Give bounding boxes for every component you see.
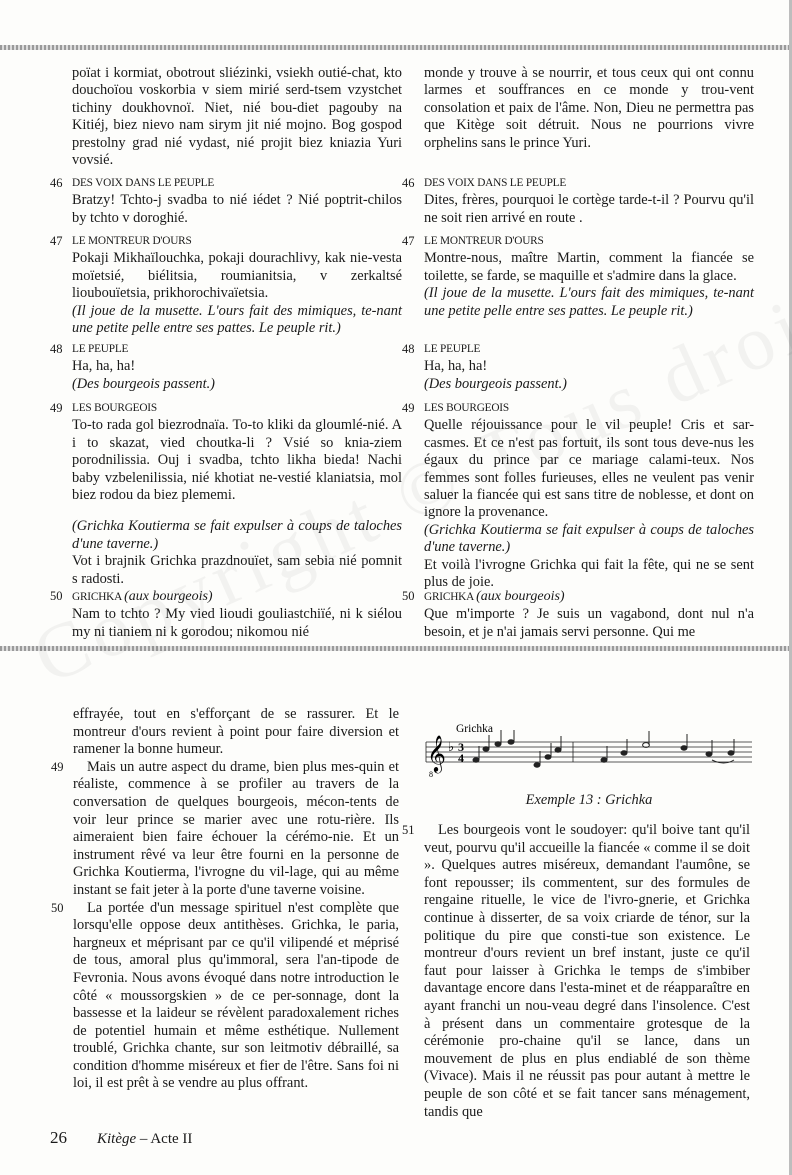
stage-direction: (Il joue de la musette. L'ours fait des mimiques, te-nant une petite pelle entre ses pattes. Le peuple rit.) [424, 285, 754, 319]
page-footer [50, 1128, 192, 1148]
libretto-fr-entry-47 [402, 233, 754, 320]
commentary-left-column [51, 706, 399, 1093]
libretto-fr-entry-50 [402, 588, 754, 641]
sung-text: Dites, frères, pourquoi le cortège tarde-t-il ? Pourvu qu'il ne soit rien arrivé en route . [424, 192, 754, 226]
sung-text: Montre-nous, maître Martin, comment la fiancée se toilette, se farde, se maquille et s'admire dans la glace. [424, 250, 754, 284]
commentary-paragraph-50: La portée d'un message spirituel n'est complète que lorsqu'elle oppose deux antithèses. Grichka, le paria, hargneux et méprisant par ce qu'il vilipendé et méprisé de tous, amoral plus qu'immoral, sera l'an-tipode de Fevronia. Nous avons évoqué dans notre introduction le côté « moussorgskien » de ce per-sonnage, dont la bassesse et la laideur se révèlent paradoxalement riches de potentiel humain et même esthétique. Nullement troublé, Grichka chante, sur son leitmotiv débraillé, sa condition d'homme miséreux et fier de l'être. Sans foi ni loi, il est prêt à se vendre au plus offrant. [73, 899, 399, 1092]
paragraph-number: 49 [51, 759, 64, 774]
entry-number: 46 [402, 176, 415, 190]
speaker-name: LE MONTREUR D'OURS [72, 235, 192, 247]
entry-number: 49 [50, 401, 63, 415]
speaker-direction: (aux bourgeois) [476, 589, 565, 604]
speaker-name: GRICHKA [72, 591, 122, 603]
sung-text-2: Et voilà l'ivrogne Grichka qui fait la fête, qui ne se sent plus de joie. [424, 556, 754, 591]
music-example-caption: Exemple 13 : Grichka [525, 792, 653, 808]
sung-text: Ha, ha, ha! [424, 358, 488, 375]
libretto-ru-entry-50 [50, 588, 402, 641]
paragraph-number: 51 [402, 823, 415, 837]
stage-direction: (Grichka Koutierma se fait expulser à coups de taloches d'une taverne.) [72, 518, 402, 552]
time-signature-top: 3 [458, 740, 464, 754]
libretto-ru-entry-47 [50, 233, 402, 337]
page-number: 26 [50, 1128, 67, 1147]
speaker-name: GRICHKA [424, 591, 474, 603]
middle-divider-band [0, 646, 792, 651]
speaker-name: LE PEUPLE [72, 343, 129, 355]
libretto-ru-entry-46 [50, 175, 402, 227]
commentary-paragraph: effrayée, tout en s'efforçant de se rassurer. Et le montreur d'ours revient à point pour faire diversion et ramener la bonne humeur. [73, 706, 399, 758]
libretto-ru-entry-49 [50, 400, 402, 588]
stage-direction: (Il joue de la musette. L'ours fait des mimiques, te-nant une petite pelle entre ses pattes. Le peuple rit.) [72, 302, 402, 337]
entry-number: 48 [402, 342, 415, 356]
speaker-name: LES BOURGEOIS [424, 402, 509, 414]
speaker-line [424, 588, 754, 606]
stage-direction: (Des bourgeois passent.) [72, 375, 215, 392]
speaker-name: DES VOIX DANS LE PEUPLE [424, 177, 567, 189]
top-divider-band [0, 45, 792, 50]
speaker-name: LE MONTREUR D'OURS [424, 235, 544, 247]
treble-clef-icon: 𝄞 [427, 734, 446, 772]
commentary-right-column [402, 822, 750, 1121]
entry-number: 48 [50, 342, 63, 356]
clef-octave-mark: 8 [429, 770, 433, 779]
libretto-fr-intro: monde y trouve à se nourrir, et tous ceux qui ont connu larmes et souffrances en ce monde y trou-vent consolation et paix de l'âme. Non, Dieu ne permettra pas que Kitège soit détruit. Nous ne pourrions vivre orphelins sans le prince Yuri. [424, 65, 754, 151]
footer-section: – Acte II [136, 1131, 193, 1147]
sung-text: Que m'importe ? Je suis un vagabond, dont nul n'a besoin, et je n'ai jamais servi personne. Qui me [424, 606, 754, 640]
stage-direction: (Grichka Koutierma se fait expulser à coups de taloches d'une taverne.) [424, 521, 754, 556]
libretto-ru-intro: poïat i kormiat, obotrout sliézinki, vsiekh outié-chat, kto douchoïou voskorbia v siem mirié serd-tsem vzystchet tichiny doukhovnoï. Niet, nié bou-diet pagouby na Kitiéj, biez nievo nam sirym jit nié mojno. Bog gospod prestolny grad nié vydast, nié projit biez kniazia Yuri vovsié. [72, 65, 402, 169]
entry-number: 46 [50, 176, 63, 190]
speaker-line [72, 588, 402, 606]
sung-text: Nam to tchto ? My vied lioudi gouliastchiïé, ni k siélou my ni tianiem ni k gorodou; nikomou nié [72, 606, 402, 640]
time-signature-bottom: 4 [458, 751, 464, 765]
speaker-name: LES BOURGEOIS [72, 402, 157, 414]
commentary-paragraph-49: Mais un autre aspect du drame, bien plus mes-quin et réaliste, commence à se profiler au travers de la conversation de quelques bourgeois, mécon-tents de voir leur prince se marier avec une rotu-rière. Ils aimeraient bien faire échouer la cérémo-nie. Et un instrument rêvé va leur être fourni en la personne de Grichka Koutierma, l'ivrogne du vil-lage, qui au même instant se fait jeter à la porte d'une taverne voisine. [73, 758, 399, 898]
sung-text: Bratzy! Tchto-j svadba to nié iédet ? Nié poptrit-chilos by tchto v doroghié. [72, 192, 402, 226]
entry-number: 50 [402, 589, 415, 603]
speaker-name: DES VOIX DANS LE PEUPLE [72, 177, 215, 189]
stage-direction: (Des bourgeois passent.) [424, 375, 567, 392]
sung-text-2: Vot i brajnik Grichka prazdnouïet, sam sebia nié pomnit s radosti. [72, 553, 402, 587]
sung-text: Quelle réjouissance pour le vil peuple! Cris et sar-casmes. Et ce n'est pas fortuit, ils sont tous deve-nus les égaux du prince par ce mariage calami-teux. Nos femmes sont folles furieuses, elles ne veulent pas venir saluer la fiancée qui est sans titre de noblesse, et dont on ignore la provenance. [424, 417, 754, 521]
sung-text: Ha, ha, ha! [72, 358, 136, 375]
footer-title: Kitège [97, 1131, 137, 1147]
sung-text: To-to rada gol biezrodnaïa. To-to kliki da gloumlé-nié. A i to skazat, vied choutka-li ? Vsié so knia-ziem porodnilissia. Ouj i svadba, tchto likha bieda! Nachi baby vzbelenilissia, nié khotiat ne-vestié klaniatsia, mol biez rodou da biez plememi. [72, 417, 402, 504]
entry-number: 47 [50, 234, 63, 248]
speaker-name: LE PEUPLE [424, 343, 481, 355]
commentary-paragraph-51: Les bourgeois vont le soudoyer: qu'il boive tant qu'il veut, pourvu qu'il accueille la fiancée « comme il se doit ». Quelques autres miséreux, demandant l'aumône, se font repousser; ils commentent, sur des formules de rengaine rituelle, le vice de l'ivro-gnerie, et Grichka continue à disserter, de sa voix criarde de ténor, sur la politique du pire que consti-tue son existence. Le montreur d'ours revient un bref instant, juste ce qu'il faut pour laisser à Grichka le temps de s'imbiber davantage encore dans l'esta-minet et de réapparaître en ayant franchi un nou-veau degré dans l'insolence. C'est à présent dans un commentaire grotesque de la cérémonie pro-chaine qu'il se lance, dans un mouvement de plus en plus endiablé de son thème (Vivace). Mais il ne réussit pas pour autant à mettre le peuple de son côté et se fait tancer sans ménagement, tandis que [424, 822, 750, 1120]
libretto-ru-entry-48 [50, 341, 402, 393]
flat-sign-icon: ♭ [448, 740, 455, 755]
libretto-fr-entry-48 [402, 341, 754, 393]
music-voice-label: Grichka [456, 723, 494, 735]
entry-number: 50 [50, 589, 63, 603]
libretto-fr-entry-46 [402, 175, 754, 227]
sung-text: Pokaji Mikhaïlouchka, pokaji dourachlivy, kak nie-vesta moïetsié, biélitsia, roumianitsia, v zerkaltsé lioubouïetsia, prikhorochivaïetsia. [72, 250, 402, 302]
entry-number: 49 [402, 401, 415, 415]
speaker-direction: (aux bourgeois) [124, 589, 213, 604]
entry-number: 47 [402, 234, 415, 248]
paragraph-number: 50 [51, 900, 64, 915]
libretto-fr-entry-49 [402, 400, 754, 591]
